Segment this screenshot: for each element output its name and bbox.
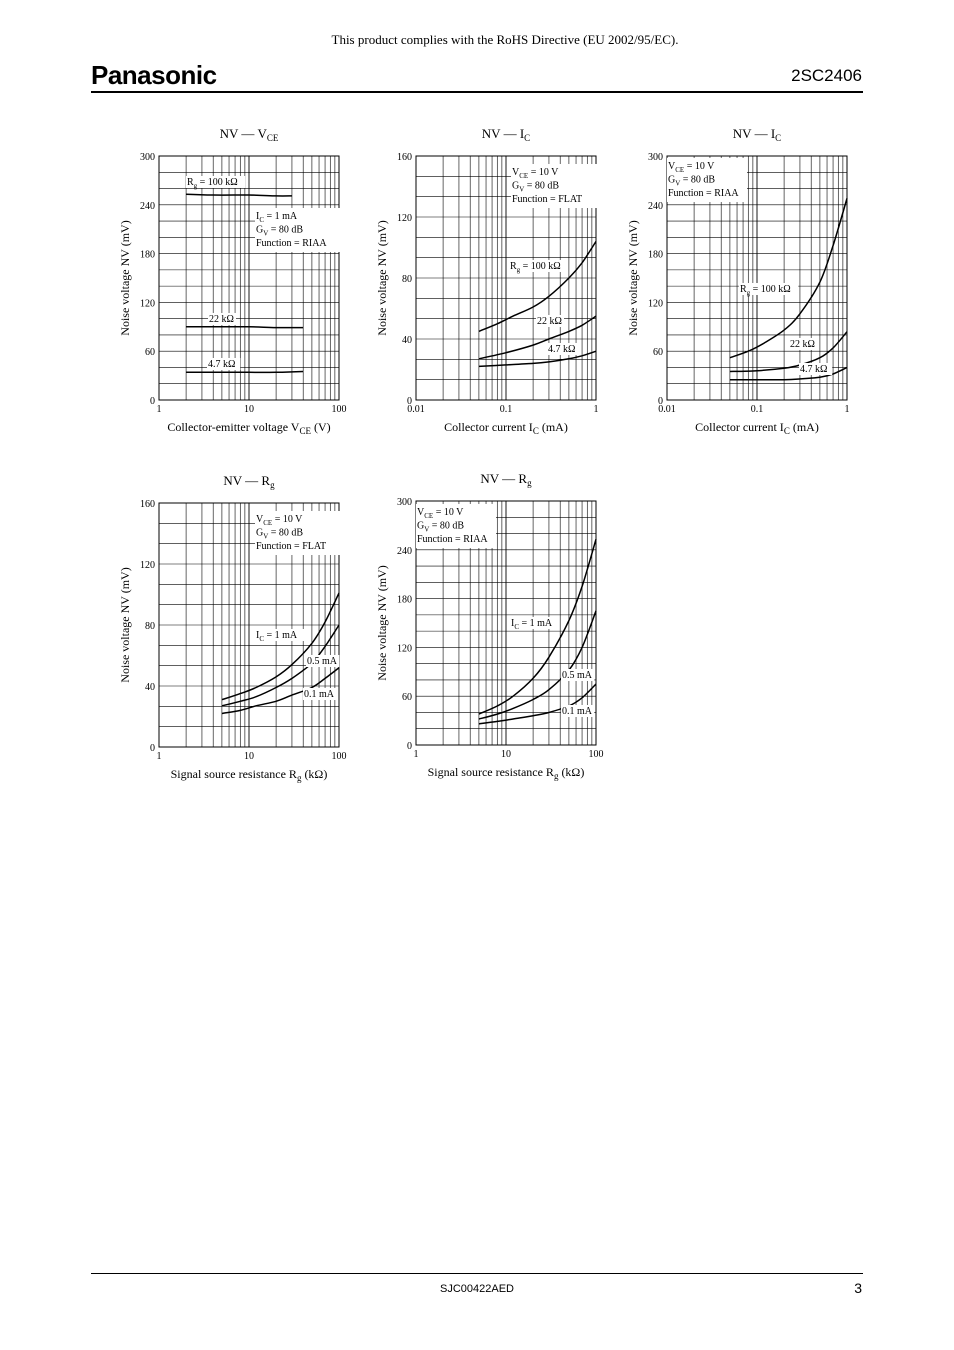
y-axis-label: Noise voltage NV (mV) — [118, 567, 132, 683]
x-tick-label: 10 — [244, 404, 254, 415]
y-axis-label: Noise voltage NV (mV) — [375, 565, 389, 681]
x-tick-label: 100 — [588, 749, 604, 760]
y-tick-label: 180 — [648, 249, 663, 261]
condition-label: Function = RIAA — [256, 238, 327, 249]
chart-4 — [118, 473, 347, 783]
x-tick-label: 100 — [331, 404, 347, 415]
series-label: $R_g = 100$ kΩ — [510, 261, 561, 274]
chart-title: NV — $I_C$ — [732, 126, 782, 143]
condition-label: $V_{CE} = 10$ V — [668, 161, 715, 174]
series-label: $I_C = 1$ mA — [511, 618, 553, 631]
series-label: 0.5 mA — [307, 656, 337, 667]
y-tick-label: 0 — [658, 396, 663, 407]
y-tick-label: 0 — [407, 396, 412, 407]
y-axis-label: Noise voltage NV (mV) — [118, 220, 132, 336]
x-axis-label: Collector current $I_C$ (mA) — [695, 420, 819, 436]
brand-logo: Panasonic — [91, 60, 217, 90]
y-tick-label: 120 — [140, 298, 155, 310]
x-tick-label: 0.1 — [750, 404, 764, 415]
x-tick-label: 100 — [331, 751, 347, 762]
series-line — [186, 372, 303, 373]
series-label: 4.7 kΩ — [548, 344, 576, 355]
y-tick-label: 40 — [402, 335, 412, 346]
y-tick-label: 60 — [653, 347, 663, 359]
y-tick-label: 120 — [648, 298, 663, 310]
y-tick-label: 160 — [140, 499, 155, 510]
y-tick-label: 300 — [140, 152, 155, 163]
chart-3 — [626, 126, 850, 436]
chart-title: NV — $R_g$ — [480, 471, 532, 488]
y-tick-label: 120 — [140, 560, 155, 571]
series-line — [222, 593, 339, 700]
x-tick-label: 0.01 — [407, 404, 425, 415]
y-tick-label: 0 — [150, 396, 155, 407]
x-tick-label: 1 — [413, 749, 419, 760]
condition-label: $G_V = 80$ dB — [417, 520, 465, 534]
condition-label: Function = RIAA — [417, 534, 488, 545]
chart-2 — [375, 126, 599, 436]
rohs-notice: This product complies with the RoHS Directive (EU 2002/95/EC). — [331, 32, 679, 47]
y-tick-label: 0 — [150, 743, 155, 754]
x-tick-label: 0.1 — [499, 404, 513, 415]
y-tick-label: 80 — [402, 274, 412, 285]
y-tick-label: 240 — [140, 200, 155, 212]
series-label: 4.7 kΩ — [208, 359, 236, 370]
y-tick-label: 80 — [145, 621, 155, 632]
y-axis-label: Noise voltage NV (mV) — [375, 220, 389, 336]
page-number: 3 — [854, 1280, 862, 1296]
chart-title: NV — $I_C$ — [481, 126, 531, 143]
y-tick-label: 300 — [397, 497, 412, 508]
series-label: 4.7 kΩ — [800, 364, 828, 375]
y-tick-label: 0 — [407, 741, 412, 752]
footer-rule — [91, 1273, 863, 1274]
chart-title: NV — $R_g$ — [223, 473, 275, 490]
y-tick-label: 40 — [145, 682, 155, 693]
condition-label: $I_C = 1$ mA — [256, 211, 298, 224]
series-line — [186, 327, 303, 328]
series-line — [479, 684, 596, 724]
y-tick-label: 120 — [397, 643, 412, 655]
y-tick-label: 240 — [648, 200, 663, 212]
x-axis-label: Collector current $I_C$ (mA) — [444, 420, 568, 436]
x-tick-label: 1 — [593, 404, 599, 415]
y-tick-label: 60 — [145, 347, 155, 359]
y-tick-label: 240 — [397, 545, 412, 557]
x-tick-label: 1 — [156, 404, 162, 415]
chart-5 — [375, 471, 604, 781]
x-tick-label: 10 — [501, 749, 511, 760]
y-tick-label: 180 — [140, 249, 155, 261]
series-label: 0.1 mA — [562, 706, 592, 717]
y-tick-label: 180 — [397, 594, 412, 606]
chart-1 — [118, 126, 347, 436]
series-label: $R_g = 100$ kΩ — [740, 284, 791, 297]
y-tick-label: 60 — [402, 692, 412, 704]
chart-title: NV — $V_{CE}$ — [219, 126, 279, 143]
condition-label: $G_V = 80$ dB — [668, 174, 716, 188]
series-label: 0.5 mA — [562, 670, 592, 681]
x-axis-label: Collector-emitter voltage $V_{CE}$ (V) — [167, 420, 331, 436]
series-label: 0.1 mA — [304, 689, 334, 700]
y-tick-label: 120 — [397, 213, 412, 224]
doc-number: SJC00422AED — [440, 1283, 514, 1295]
condition-label: Function = FLAT — [256, 541, 327, 552]
series-label: 22 kΩ — [537, 316, 562, 327]
series-line — [730, 198, 847, 357]
condition-label: $V_{CE} = 10$ V — [417, 507, 464, 520]
condition-label: Function = RIAA — [668, 188, 739, 199]
x-tick-label: 10 — [244, 751, 254, 762]
y-tick-label: 300 — [648, 152, 663, 163]
series-label: $R_g = 100$ kΩ — [187, 177, 238, 190]
condition-label: $G_V = 80$ dB — [256, 224, 304, 238]
condition-label: $G_V = 80$ dB — [512, 180, 560, 194]
x-tick-label: 1 — [844, 404, 850, 415]
series-label: 22 kΩ — [790, 339, 815, 350]
x-axis-label: Signal source resistance $R_g$ (kΩ) — [427, 765, 585, 781]
x-tick-label: 0.01 — [658, 404, 676, 415]
x-tick-label: 1 — [156, 751, 162, 762]
y-axis-label: Noise voltage NV (mV) — [626, 220, 640, 336]
condition-label: $V_{CE} = 10$ V — [512, 167, 559, 180]
part-number: 2SC2406 — [791, 66, 862, 85]
condition-label: $V_{CE} = 10$ V — [256, 514, 303, 527]
x-axis-label: Signal source resistance $R_g$ (kΩ) — [170, 767, 328, 783]
series-label: $I_C = 1$ mA — [256, 630, 298, 643]
y-tick-label: 160 — [397, 152, 412, 163]
condition-label: Function = FLAT — [512, 194, 583, 205]
series-label: 22 kΩ — [209, 314, 234, 325]
condition-label: $G_V = 80$ dB — [256, 527, 304, 541]
